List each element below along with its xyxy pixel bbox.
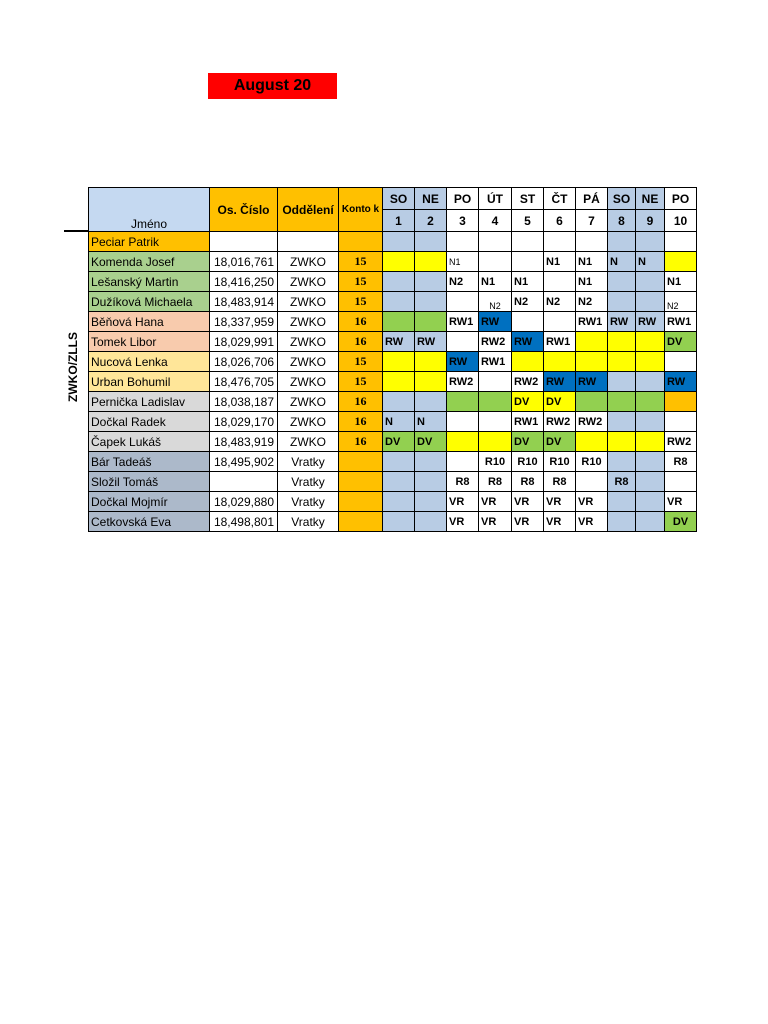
shift-cell (447, 412, 479, 432)
shift-cell: R10 (576, 452, 608, 472)
shift-cell: RW1 (576, 312, 608, 332)
side-label-text: ZWKO/ZLLS (66, 332, 81, 402)
shift-cell (512, 252, 544, 272)
department: Vratky (278, 472, 339, 492)
shift-cell: RW (415, 332, 447, 352)
table-row (89, 472, 697, 492)
day-number-header: 2 (415, 210, 447, 232)
shift-cell (608, 412, 636, 432)
shift-cell: VR (479, 492, 512, 512)
konto-value: 15 (339, 292, 383, 312)
shift-cell (665, 252, 697, 272)
shift-cell (608, 352, 636, 372)
shift-cell (636, 412, 665, 432)
konto-value: 16 (339, 392, 383, 412)
shift-cell: N2 (479, 292, 512, 312)
shift-cell: VR (544, 492, 576, 512)
konto-value: 15 (339, 352, 383, 372)
day-abbr-header: PÁ (576, 188, 608, 210)
shift-cell: N (636, 252, 665, 272)
shift-cell (383, 232, 415, 252)
day-abbr-header: NE (415, 188, 447, 210)
shift-cell: N1 (665, 272, 697, 292)
day-number-header: 1 (383, 210, 415, 232)
day-abbr-header: SO (383, 188, 415, 210)
employee-number: 18,416,250 (210, 272, 278, 292)
employee-name: Složil Tomáš (89, 472, 210, 492)
konto-value: 16 (339, 332, 383, 352)
shift-cell (447, 332, 479, 352)
employee-name: Dužíková Michaela (89, 292, 210, 312)
shift-cell: RW (383, 332, 415, 352)
table-row (89, 272, 697, 292)
employee-number: 18,483,914 (210, 292, 278, 312)
shift-cell: N1 (479, 272, 512, 292)
shift-cell: N2 (576, 292, 608, 312)
employee-number: 18,337,959 (210, 312, 278, 332)
shift-cell: N1 (544, 252, 576, 272)
header-oddeleni: Oddělení (278, 188, 339, 232)
shift-cell: R8 (608, 472, 636, 492)
employee-name: Tomek Libor (89, 332, 210, 352)
shift-cell: VR (447, 512, 479, 532)
shift-cell (608, 292, 636, 312)
shift-cell (576, 332, 608, 352)
table-row (89, 352, 697, 372)
shift-cell (383, 272, 415, 292)
shift-cell (415, 452, 447, 472)
shift-cell (447, 292, 479, 312)
shift-cell: N1 (447, 252, 479, 272)
shift-cell: DV (665, 512, 697, 532)
konto-value (339, 232, 383, 252)
shift-cell (415, 472, 447, 492)
day-number-header: 6 (544, 210, 576, 232)
day-number-header: 3 (447, 210, 479, 232)
shift-cell: RW (447, 352, 479, 372)
shift-cell (665, 412, 697, 432)
table-row (89, 372, 697, 392)
day-abbr-header: ČT (544, 188, 576, 210)
shift-cell: RW2 (447, 372, 479, 392)
shift-cell (479, 252, 512, 272)
table-row (89, 332, 697, 352)
shift-cell (636, 432, 665, 452)
department: ZWKO (278, 432, 339, 452)
shift-cell (447, 232, 479, 252)
shift-cell: VR (665, 492, 697, 512)
shift-cell: RW (544, 372, 576, 392)
employee-number: 18,495,902 (210, 452, 278, 472)
employee-name: Dočkal Mojmír (89, 492, 210, 512)
shift-cell: RW2 (479, 332, 512, 352)
shift-cell (544, 352, 576, 372)
employee-name: Urban Bohumil (89, 372, 210, 392)
shift-cell: R8 (512, 472, 544, 492)
shift-cell (636, 372, 665, 392)
shift-cell (636, 352, 665, 372)
employee-name: Lešanský Martin (89, 272, 210, 292)
shift-cell: N (415, 412, 447, 432)
table-row (89, 312, 697, 332)
shift-cell (415, 492, 447, 512)
shift-cell: DV (512, 432, 544, 452)
shift-cell (512, 352, 544, 372)
employee-number: 18,476,705 (210, 372, 278, 392)
konto-value (339, 492, 383, 512)
shift-cell (479, 232, 512, 252)
shift-cell (415, 312, 447, 332)
shift-cell (636, 512, 665, 532)
shift-cell (576, 472, 608, 492)
side-divider (64, 230, 90, 232)
shift-cell (415, 392, 447, 412)
shift-cell (479, 412, 512, 432)
konto-value (339, 512, 383, 532)
employee-number: 18,483,919 (210, 432, 278, 452)
shift-cell: R8 (544, 472, 576, 492)
department: Vratky (278, 512, 339, 532)
shift-cell: N2 (447, 272, 479, 292)
day-number-header: 7 (576, 210, 608, 232)
shift-cell (576, 392, 608, 412)
konto-value (339, 452, 383, 472)
shift-cell (447, 392, 479, 412)
shift-cell (383, 292, 415, 312)
shift-cell: RW2 (576, 412, 608, 432)
shift-cell: VR (447, 492, 479, 512)
month-title: August 20 (208, 73, 337, 99)
day-abbr-header: NE (636, 188, 665, 210)
shift-cell (383, 372, 415, 392)
konto-value: 16 (339, 412, 383, 432)
shift-cell: VR (576, 492, 608, 512)
konto-value: 16 (339, 312, 383, 332)
shift-cell (636, 332, 665, 352)
shift-cell (608, 512, 636, 532)
shift-cell (544, 312, 576, 332)
day-number-header: 5 (512, 210, 544, 232)
department: ZWKO (278, 332, 339, 352)
shift-cell (415, 512, 447, 532)
employee-name: Čapek Lukáš (89, 432, 210, 452)
table-row (89, 292, 697, 312)
table-row (89, 392, 697, 412)
shift-cell (636, 472, 665, 492)
shift-cell: DV (665, 332, 697, 352)
department: ZWKO (278, 252, 339, 272)
shift-cell (479, 392, 512, 412)
konto-value: 15 (339, 272, 383, 292)
shift-cell (383, 452, 415, 472)
shift-cell (608, 492, 636, 512)
employee-number: 18,029,170 (210, 412, 278, 432)
shift-cell (665, 352, 697, 372)
shift-cell (608, 332, 636, 352)
shift-cell (415, 372, 447, 392)
shift-cell (415, 292, 447, 312)
department (278, 232, 339, 252)
employee-name: Komenda Josef (89, 252, 210, 272)
shift-cell: RW (576, 372, 608, 392)
konto-value (339, 472, 383, 492)
shift-cell (479, 372, 512, 392)
shift-cell (608, 232, 636, 252)
day-number-header: 10 (665, 210, 697, 232)
shift-cell: RW (636, 312, 665, 332)
shift-cell: DV (512, 392, 544, 412)
shift-cell: RW1 (447, 312, 479, 332)
header-konto: Konto k (339, 188, 383, 232)
day-number-header: 4 (479, 210, 512, 232)
shift-cell: RW1 (512, 412, 544, 432)
shift-cell (512, 312, 544, 332)
shift-cell: DV (383, 432, 415, 452)
shift-cell: DV (415, 432, 447, 452)
employee-number: 18,026,706 (210, 352, 278, 372)
shift-cell: R8 (447, 472, 479, 492)
employee-number: 18,029,991 (210, 332, 278, 352)
shift-cell: RW (608, 312, 636, 332)
shift-cell (665, 392, 697, 412)
employee-name: Cetkovská Eva (89, 512, 210, 532)
shift-cell (447, 432, 479, 452)
day-number-header: 8 (608, 210, 636, 232)
department: Vratky (278, 452, 339, 472)
shift-cell: VR (512, 492, 544, 512)
department: ZWKO (278, 272, 339, 292)
employee-number: 18,498,801 (210, 512, 278, 532)
employee-name: Nucová Lenka (89, 352, 210, 372)
day-number-header: 9 (636, 210, 665, 232)
shift-cell (608, 272, 636, 292)
shift-cell: DV (544, 392, 576, 412)
shift-cell: N1 (512, 272, 544, 292)
employee-name: Pernička Ladislav (89, 392, 210, 412)
shift-cell (415, 272, 447, 292)
shift-cell (576, 352, 608, 372)
shift-cell (636, 492, 665, 512)
employee-name: Bár Tadeáš (89, 452, 210, 472)
header-name: Jméno (89, 188, 210, 232)
shift-cell: RW (512, 332, 544, 352)
department: ZWKO (278, 372, 339, 392)
shift-cell: RW1 (544, 332, 576, 352)
shift-cell: RW2 (512, 372, 544, 392)
shift-cell (415, 232, 447, 252)
employee-name: Dočkal Radek (89, 412, 210, 432)
employee-name: Peciar Patrik (89, 232, 210, 252)
shift-cell: N2 (544, 292, 576, 312)
employee-number: 18,038,187 (210, 392, 278, 412)
konto-value: 15 (339, 372, 383, 392)
shift-cell: N (608, 252, 636, 272)
department: ZWKO (278, 292, 339, 312)
shift-cell (608, 372, 636, 392)
side-label (64, 312, 82, 422)
shift-cell: N2 (665, 292, 697, 312)
shift-cell (636, 452, 665, 472)
shift-cell: RW1 (665, 312, 697, 332)
table-row (89, 492, 697, 512)
day-abbr-header: SO (608, 188, 636, 210)
shift-cell (576, 232, 608, 252)
shift-cell: R10 (544, 452, 576, 472)
shift-cell (383, 472, 415, 492)
day-abbr-header: PO (665, 188, 697, 210)
shift-cell: RW (665, 372, 697, 392)
shift-cell (544, 232, 576, 252)
department: ZWKO (278, 352, 339, 372)
shift-cell (447, 452, 479, 472)
header-os-cislo: Os. Číslo (210, 188, 278, 232)
department: ZWKO (278, 412, 339, 432)
schedule-table (88, 187, 697, 532)
employee-number (210, 232, 278, 252)
shift-cell (383, 492, 415, 512)
shift-cell (636, 272, 665, 292)
table-row (89, 232, 697, 252)
shift-cell: N2 (512, 292, 544, 312)
shift-cell: RW2 (544, 412, 576, 432)
shift-cell: R8 (665, 452, 697, 472)
konto-value: 15 (339, 252, 383, 272)
shift-cell: RW2 (665, 432, 697, 452)
konto-value: 16 (339, 432, 383, 452)
shift-cell: R8 (479, 472, 512, 492)
department: ZWKO (278, 392, 339, 412)
shift-cell: N1 (576, 252, 608, 272)
shift-cell (636, 232, 665, 252)
shift-cell: VR (479, 512, 512, 532)
employee-number: 18,016,761 (210, 252, 278, 272)
table-row (89, 452, 697, 472)
shift-cell: RW1 (479, 352, 512, 372)
shift-cell (544, 272, 576, 292)
shift-cell: R10 (512, 452, 544, 472)
shift-cell (383, 512, 415, 532)
department: Vratky (278, 492, 339, 512)
day-abbr-header: ST (512, 188, 544, 210)
shift-cell (608, 432, 636, 452)
table-row (89, 432, 697, 452)
shift-cell (383, 252, 415, 272)
shift-cell (576, 432, 608, 452)
shift-cell (383, 352, 415, 372)
shift-cell (415, 252, 447, 272)
shift-cell: VR (512, 512, 544, 532)
shift-cell: N1 (576, 272, 608, 292)
table-row (89, 252, 697, 272)
shift-cell (608, 452, 636, 472)
shift-cell (512, 232, 544, 252)
shift-cell (608, 392, 636, 412)
employee-number (210, 472, 278, 492)
table-row (89, 512, 697, 532)
shift-cell (665, 232, 697, 252)
shift-cell: RW (479, 312, 512, 332)
shift-cell (415, 352, 447, 372)
shift-cell (636, 292, 665, 312)
day-abbr-header: ÚT (479, 188, 512, 210)
day-abbr-header: PO (447, 188, 479, 210)
shift-cell: VR (576, 512, 608, 532)
employee-name: Běňová Hana (89, 312, 210, 332)
shift-cell: R10 (479, 452, 512, 472)
department: ZWKO (278, 312, 339, 332)
employee-number: 18,029,880 (210, 492, 278, 512)
shift-cell (636, 392, 665, 412)
shift-cell (383, 312, 415, 332)
shift-cell: VR (544, 512, 576, 532)
table-row (89, 412, 697, 432)
shift-cell: N (383, 412, 415, 432)
shift-cell (665, 472, 697, 492)
shift-cell (383, 392, 415, 412)
shift-cell (479, 432, 512, 452)
shift-cell: DV (544, 432, 576, 452)
